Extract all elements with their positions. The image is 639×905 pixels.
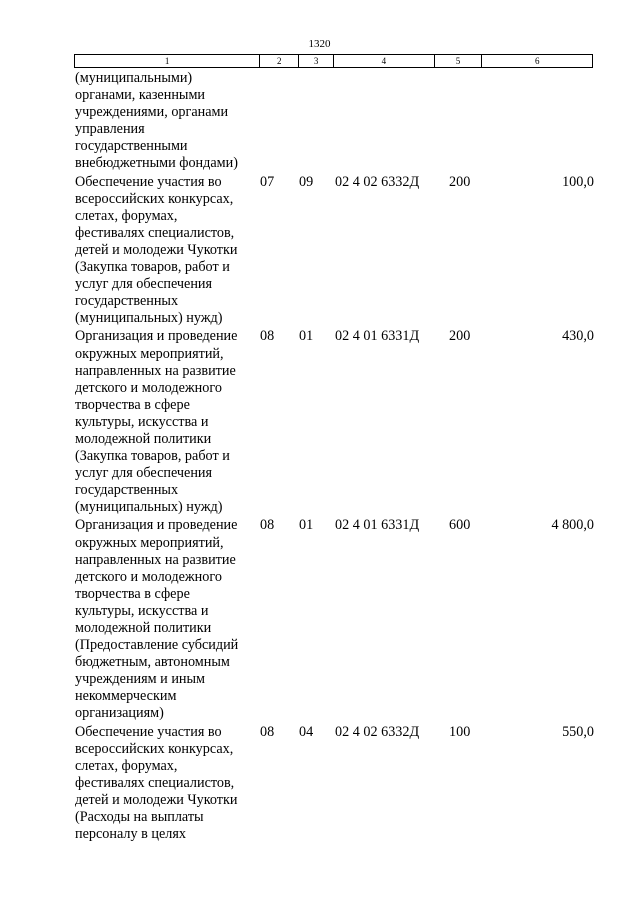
subsection-code-cell: 04: [299, 723, 314, 740]
expense-type-cell: 200: [449, 328, 471, 345]
expense-name-line: молодежной политики: [75, 430, 212, 447]
expense-name-line: окружных мероприятий,: [75, 534, 224, 551]
expense-name-line: (муниципальных) нужд): [75, 499, 223, 516]
expense-name-line: Организация и проведение: [75, 517, 238, 534]
header-col-1: 1: [75, 55, 260, 67]
expense-name-line: (Закупка товаров, работ и: [75, 448, 230, 465]
expense-name-line: фестивалях специалистов,: [75, 224, 235, 241]
expense-name-line: окружных мероприятий,: [75, 345, 224, 362]
expense-name-line: внебюджетными фондами): [75, 155, 238, 172]
target-article-cell: 02 4 01 6331Д: [335, 517, 420, 534]
expense-name-line: Организация и проведение: [75, 328, 238, 345]
expense-name-line: услуг для обеспечения: [75, 465, 213, 482]
expense-name-line: детей и молодежи Чукотки: [75, 241, 238, 258]
header-col-3: 3: [299, 55, 334, 67]
expense-name-line: (муниципальных) нужд): [75, 310, 223, 327]
expense-name-line: слетах, форумах,: [75, 757, 178, 774]
expense-type-cell: 600: [449, 517, 471, 534]
expense-name-line: государственных: [75, 293, 179, 310]
page-number: 1320: [308, 38, 331, 50]
expense-name-line: учреждениям и иным: [75, 671, 206, 688]
expense-name-line: направленных на развитие: [75, 362, 236, 379]
subsection-code-cell: [298, 70, 335, 173]
expense-name-cell: [74, 174, 258, 328]
amount-cell: [503, 70, 594, 173]
expense-name-line: органами, казенными: [75, 87, 206, 104]
target-article-cell: 02 4 01 6331Д: [335, 328, 420, 345]
table-row: [74, 328, 594, 516]
table-body: [74, 70, 594, 844]
header-col-5: 5: [435, 55, 483, 67]
expense-name-line: государственными: [75, 138, 188, 155]
amount-cell: 550,0: [562, 723, 594, 740]
expense-name-line: управления: [75, 121, 145, 138]
expense-name-line: детей и молодежи Чукотки: [75, 791, 238, 808]
expense-type-cell: [448, 70, 503, 173]
table-row: [74, 174, 594, 328]
target-article-cell: [335, 70, 448, 173]
expense-type-cell: 100: [449, 723, 471, 740]
expense-name-cell: [74, 517, 258, 722]
expense-name-line: направленных на развитие: [75, 551, 236, 568]
expense-name-line: Обеспечение участия во: [75, 173, 222, 190]
section-code-cell: 08: [260, 517, 275, 534]
table-row: [74, 517, 594, 722]
target-article-cell: 02 4 02 6332Д: [335, 173, 420, 190]
table-row: [74, 724, 594, 844]
expense-name-line: некоммерческим: [75, 688, 177, 705]
expense-name-line: учреждениями, органами: [75, 104, 229, 121]
amount-cell: 100,0: [562, 173, 594, 190]
expense-name-line: персоналу в целях: [75, 826, 186, 843]
expense-name-line: всероссийских конкурсах,: [75, 190, 234, 207]
expense-name-line: (муниципальными): [75, 70, 193, 86]
expense-name-line: фестивалях специалистов,: [75, 774, 235, 791]
expense-name-line: культуры, искусства и: [75, 413, 209, 430]
table-row: [74, 70, 594, 173]
expense-name-line: творчества в сфере: [75, 396, 190, 413]
expense-name-line: творчества в сфере: [75, 585, 190, 602]
subsection-code-cell: 01: [299, 328, 314, 345]
expense-name-line: детского и молодежного: [75, 568, 222, 585]
header-col-6: 6: [534, 56, 540, 66]
header-col-2: 2: [260, 55, 299, 67]
amount-cell: 4 800,0: [551, 517, 594, 534]
target-article-cell: 02 4 02 6332Д: [335, 723, 420, 740]
expense-name-line: (Предоставление субсидий: [75, 637, 239, 654]
expense-name-line: услуг для обеспечения: [75, 276, 213, 293]
expense-name-line: (Расходы на выплаты: [75, 809, 204, 826]
expense-type-cell: 200: [449, 173, 471, 190]
section-code-cell: 08: [260, 328, 275, 345]
section-code-cell: 08: [260, 723, 275, 740]
expense-name-line: Обеспечение участия во: [75, 723, 222, 740]
expense-name-cell: [74, 70, 258, 173]
table-header: [74, 54, 593, 68]
amount-cell: 430,0: [562, 328, 594, 345]
expense-name-cell: [74, 328, 258, 516]
expense-name-line: государственных: [75, 482, 179, 499]
expense-name-line: (Закупка товаров, работ и: [75, 259, 230, 276]
expense-name-cell: [74, 724, 258, 844]
expense-name-line: слетах, форумах,: [75, 207, 178, 224]
section-code-cell: [258, 70, 298, 173]
subsection-code-cell: 09: [299, 173, 314, 190]
expense-name-line: бюджетным, автономным: [75, 654, 230, 671]
expense-name-line: молодежной политики: [75, 620, 212, 636]
header-col-4: 4: [334, 55, 435, 67]
subsection-code-cell: 01: [299, 517, 314, 534]
expense-name-line: всероссийских конкурсах,: [75, 740, 234, 757]
section-code-cell: 07: [260, 173, 275, 190]
expense-name-line: культуры, искусства и: [75, 602, 209, 619]
expense-name-line: организациям): [75, 705, 164, 722]
expense-name-line: детского и молодежного: [75, 379, 222, 396]
